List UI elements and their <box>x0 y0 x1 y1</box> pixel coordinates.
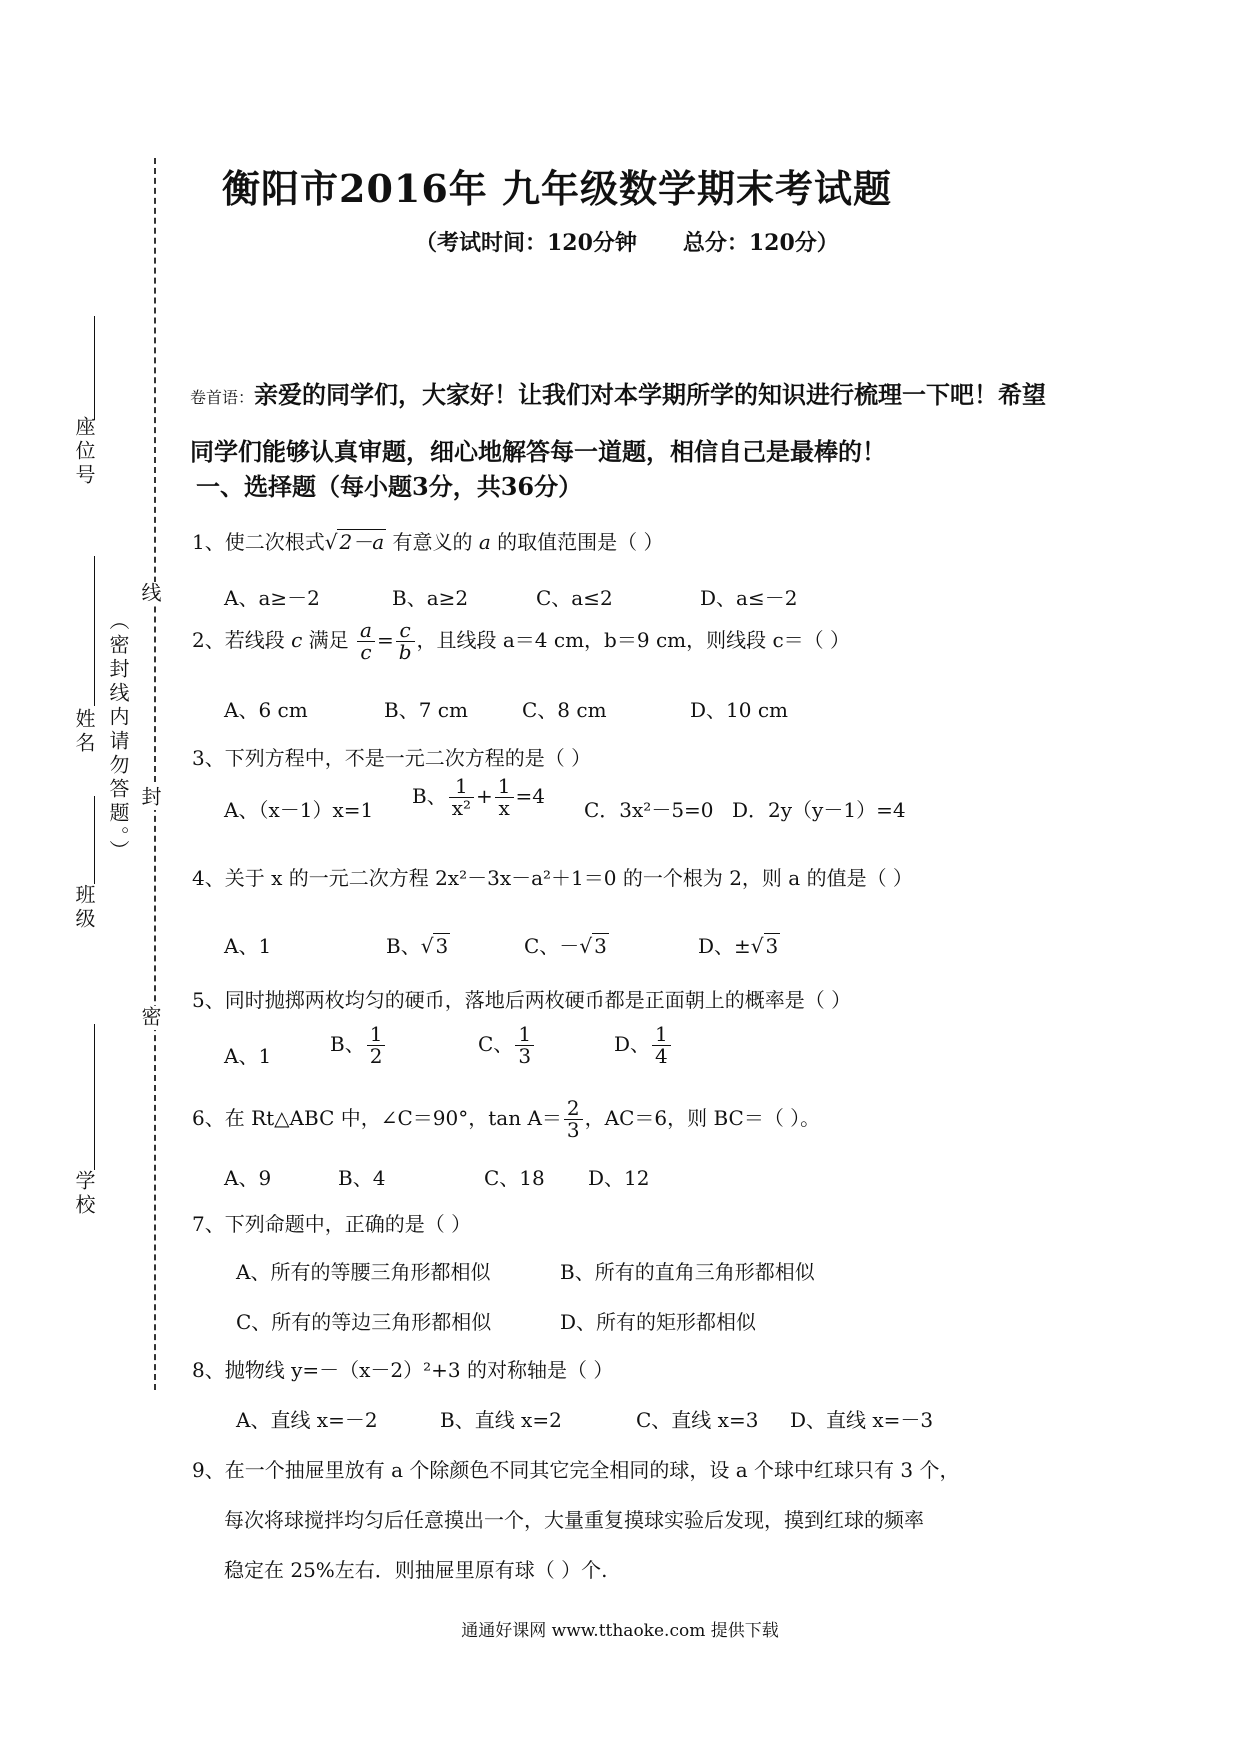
q2-option-b[interactable]: B、7 cm <box>384 698 468 722</box>
seal-note: （密封线内请勿答题。） <box>106 610 130 864</box>
q5-option-b[interactable]: B、 $\frac{1}{2}$ <box>330 1024 387 1067</box>
q3-option-c[interactable]: C．3x²－5=0 <box>584 798 714 822</box>
q1-radical: √ 2－a <box>324 530 385 554</box>
q8-option-c[interactable]: C、直线 x=3 <box>636 1408 759 1432</box>
q4-option-d[interactable]: D、±√ 3 <box>698 934 779 958</box>
q2-fraction-2: $\frac{c}{b}$ <box>396 620 415 663</box>
question-3: 3、下列方程中，不是一元二次方程的是（ ） <box>192 746 592 770</box>
q3-option-d[interactable]: D．2y（y－1）=4 <box>732 798 906 822</box>
q1-option-d[interactable]: D、a≤－2 <box>700 586 798 610</box>
q2-mid: 满足 <box>308 628 349 652</box>
q3-option-b[interactable]: B、 $\frac{1}{\text{x²}}$ + $\frac{1}{x}$ =4 <box>412 774 545 820</box>
seal-dashed-line <box>154 158 156 1390</box>
question-9-line-1: 9、在一个抽屉里放有 a 个除颜色不同其它完全相同的球，设 a 个球中红球只有 3 个， <box>192 1458 960 1482</box>
question-4: 4、关于 x 的一元二次方程 2x²－3x－a²＋1＝0 的一个根为 2，则 a 的值是（ ） <box>192 866 913 890</box>
question-1 <box>192 526 664 555</box>
q2-var: c <box>291 628 303 652</box>
q1-var: a <box>478 530 491 554</box>
q1-option-c[interactable]: C、a≤2 <box>536 586 613 610</box>
q6-option-d[interactable]: D、12 <box>588 1166 650 1190</box>
question-7: 7、下列命题中，正确的是（ ） <box>192 1212 472 1236</box>
name-blank[interactable] <box>94 556 95 706</box>
preface-text-1: 亲爱的同学们，大家好！让我们对本学期所学的知识进行梳理一下吧！希望 <box>254 380 1047 409</box>
q6-option-a[interactable]: A、9 <box>224 1166 272 1190</box>
question-9-line-2: 每次将球搅拌均匀后任意摸出一个，大量重复摸球实验后发现，摸到红球的频率 <box>224 1508 924 1532</box>
q1-option-a[interactable]: A、a≥－2 <box>224 586 320 610</box>
footer-text: 通通好课网 www.tthaoke.com 提供下载 <box>461 1621 779 1641</box>
q5-option-c[interactable]: C、 $\frac{1}{3}$ <box>478 1024 536 1067</box>
q2-option-d[interactable]: D、10 cm <box>690 698 789 722</box>
q1-post2: 的取值范围是（ ） <box>497 530 664 554</box>
q6-fraction: $\frac{2}{3}$ <box>564 1098 583 1141</box>
q6-pre: 6、在 Rt△ABC 中，∠C＝90°，tan A＝ <box>192 1106 562 1130</box>
exam-title: 衡阳市2016年 九年级数学期末考试题 <box>222 166 892 211</box>
q4-option-b[interactable]: B、√ 3 <box>386 934 449 958</box>
q7-option-d[interactable]: D、所有的矩形都相似 <box>560 1310 757 1334</box>
question-9-line-3: 稳定在 25%左右．则抽屉里原有球（ ）个. <box>224 1558 608 1582</box>
question-6 <box>192 1098 820 1141</box>
seal-mark-feng: 封 <box>136 786 165 810</box>
q1-pre: 1、使二次根式 <box>192 530 325 554</box>
q1-post: 有意义的 <box>392 530 473 554</box>
q3-option-a[interactable]: A、（x－1）x=1 <box>224 798 374 822</box>
q2-option-c[interactable]: C、8 cm <box>522 698 607 722</box>
q4-option-a[interactable]: A、1 <box>224 934 272 958</box>
q8-option-d[interactable]: D、直线 x=－3 <box>790 1408 934 1432</box>
q2-post: ，且线段 a＝4 cm，b＝9 cm，则线段 c＝（ ） <box>416 628 851 652</box>
q8-option-a[interactable]: A、直线 x=－2 <box>236 1408 378 1432</box>
q7-option-a[interactable]: A、所有的等腰三角形都相似 <box>236 1260 491 1284</box>
q2-pre: 2、若线段 <box>192 628 285 652</box>
seal-mark-mi: 密 <box>136 1006 165 1030</box>
q5-option-d[interactable]: D、 $\frac{1}{4}$ <box>614 1024 673 1067</box>
section-title: 一、选择题（每小题3分，共36分） <box>196 472 583 501</box>
q6-post: ，AC＝6，则 BC＝（ ）。 <box>584 1106 821 1130</box>
seat-blank[interactable] <box>94 316 95 420</box>
q2-fraction-1: $\frac{a}{c}$ <box>357 620 375 663</box>
exam-subtitle: （考试时间：120分钟 总分：120分） <box>415 230 839 256</box>
q1-option-b[interactable]: B、a≥2 <box>392 586 469 610</box>
name-label: 姓名 <box>72 708 96 756</box>
question-5: 5、同时抛掷两枚均匀的硬币，落地后两枚硬币都是正面朝上的概率是（ ） <box>192 988 852 1012</box>
q5-option-a[interactable]: A、1 <box>224 1044 272 1068</box>
seat-label: 座位号 <box>72 416 96 488</box>
q6-option-c[interactable]: C、18 <box>484 1166 545 1190</box>
q8-option-b[interactable]: B、直线 x=2 <box>440 1408 562 1432</box>
q6-option-b[interactable]: B、4 <box>338 1166 386 1190</box>
class-label: 班级 <box>72 884 96 932</box>
q7-option-b[interactable]: B、所有的直角三角形都相似 <box>560 1260 815 1284</box>
q2-option-a[interactable]: A、6 cm <box>224 698 308 722</box>
school-blank[interactable] <box>94 1024 95 1170</box>
q7-option-c[interactable]: C、所有的等边三角形都相似 <box>236 1310 492 1334</box>
q2-eq: = <box>376 628 394 652</box>
q4-option-c[interactable]: C、－√ 3 <box>524 934 607 958</box>
seal-mark-xian: 线 <box>136 582 165 606</box>
question-8: 8、抛物线 y=－（x－2）²+3 的对称轴是（ ） <box>192 1358 614 1382</box>
preface-lead: 卷首语： <box>190 388 255 407</box>
preface <box>190 368 1110 479</box>
school-label: 学校 <box>72 1170 96 1218</box>
class-blank[interactable] <box>94 796 95 884</box>
question-2 <box>192 620 850 663</box>
preface-text-2: 同学们能够认真审题，细心地解答每一道题，相信自己是最棒的！ <box>190 437 886 466</box>
